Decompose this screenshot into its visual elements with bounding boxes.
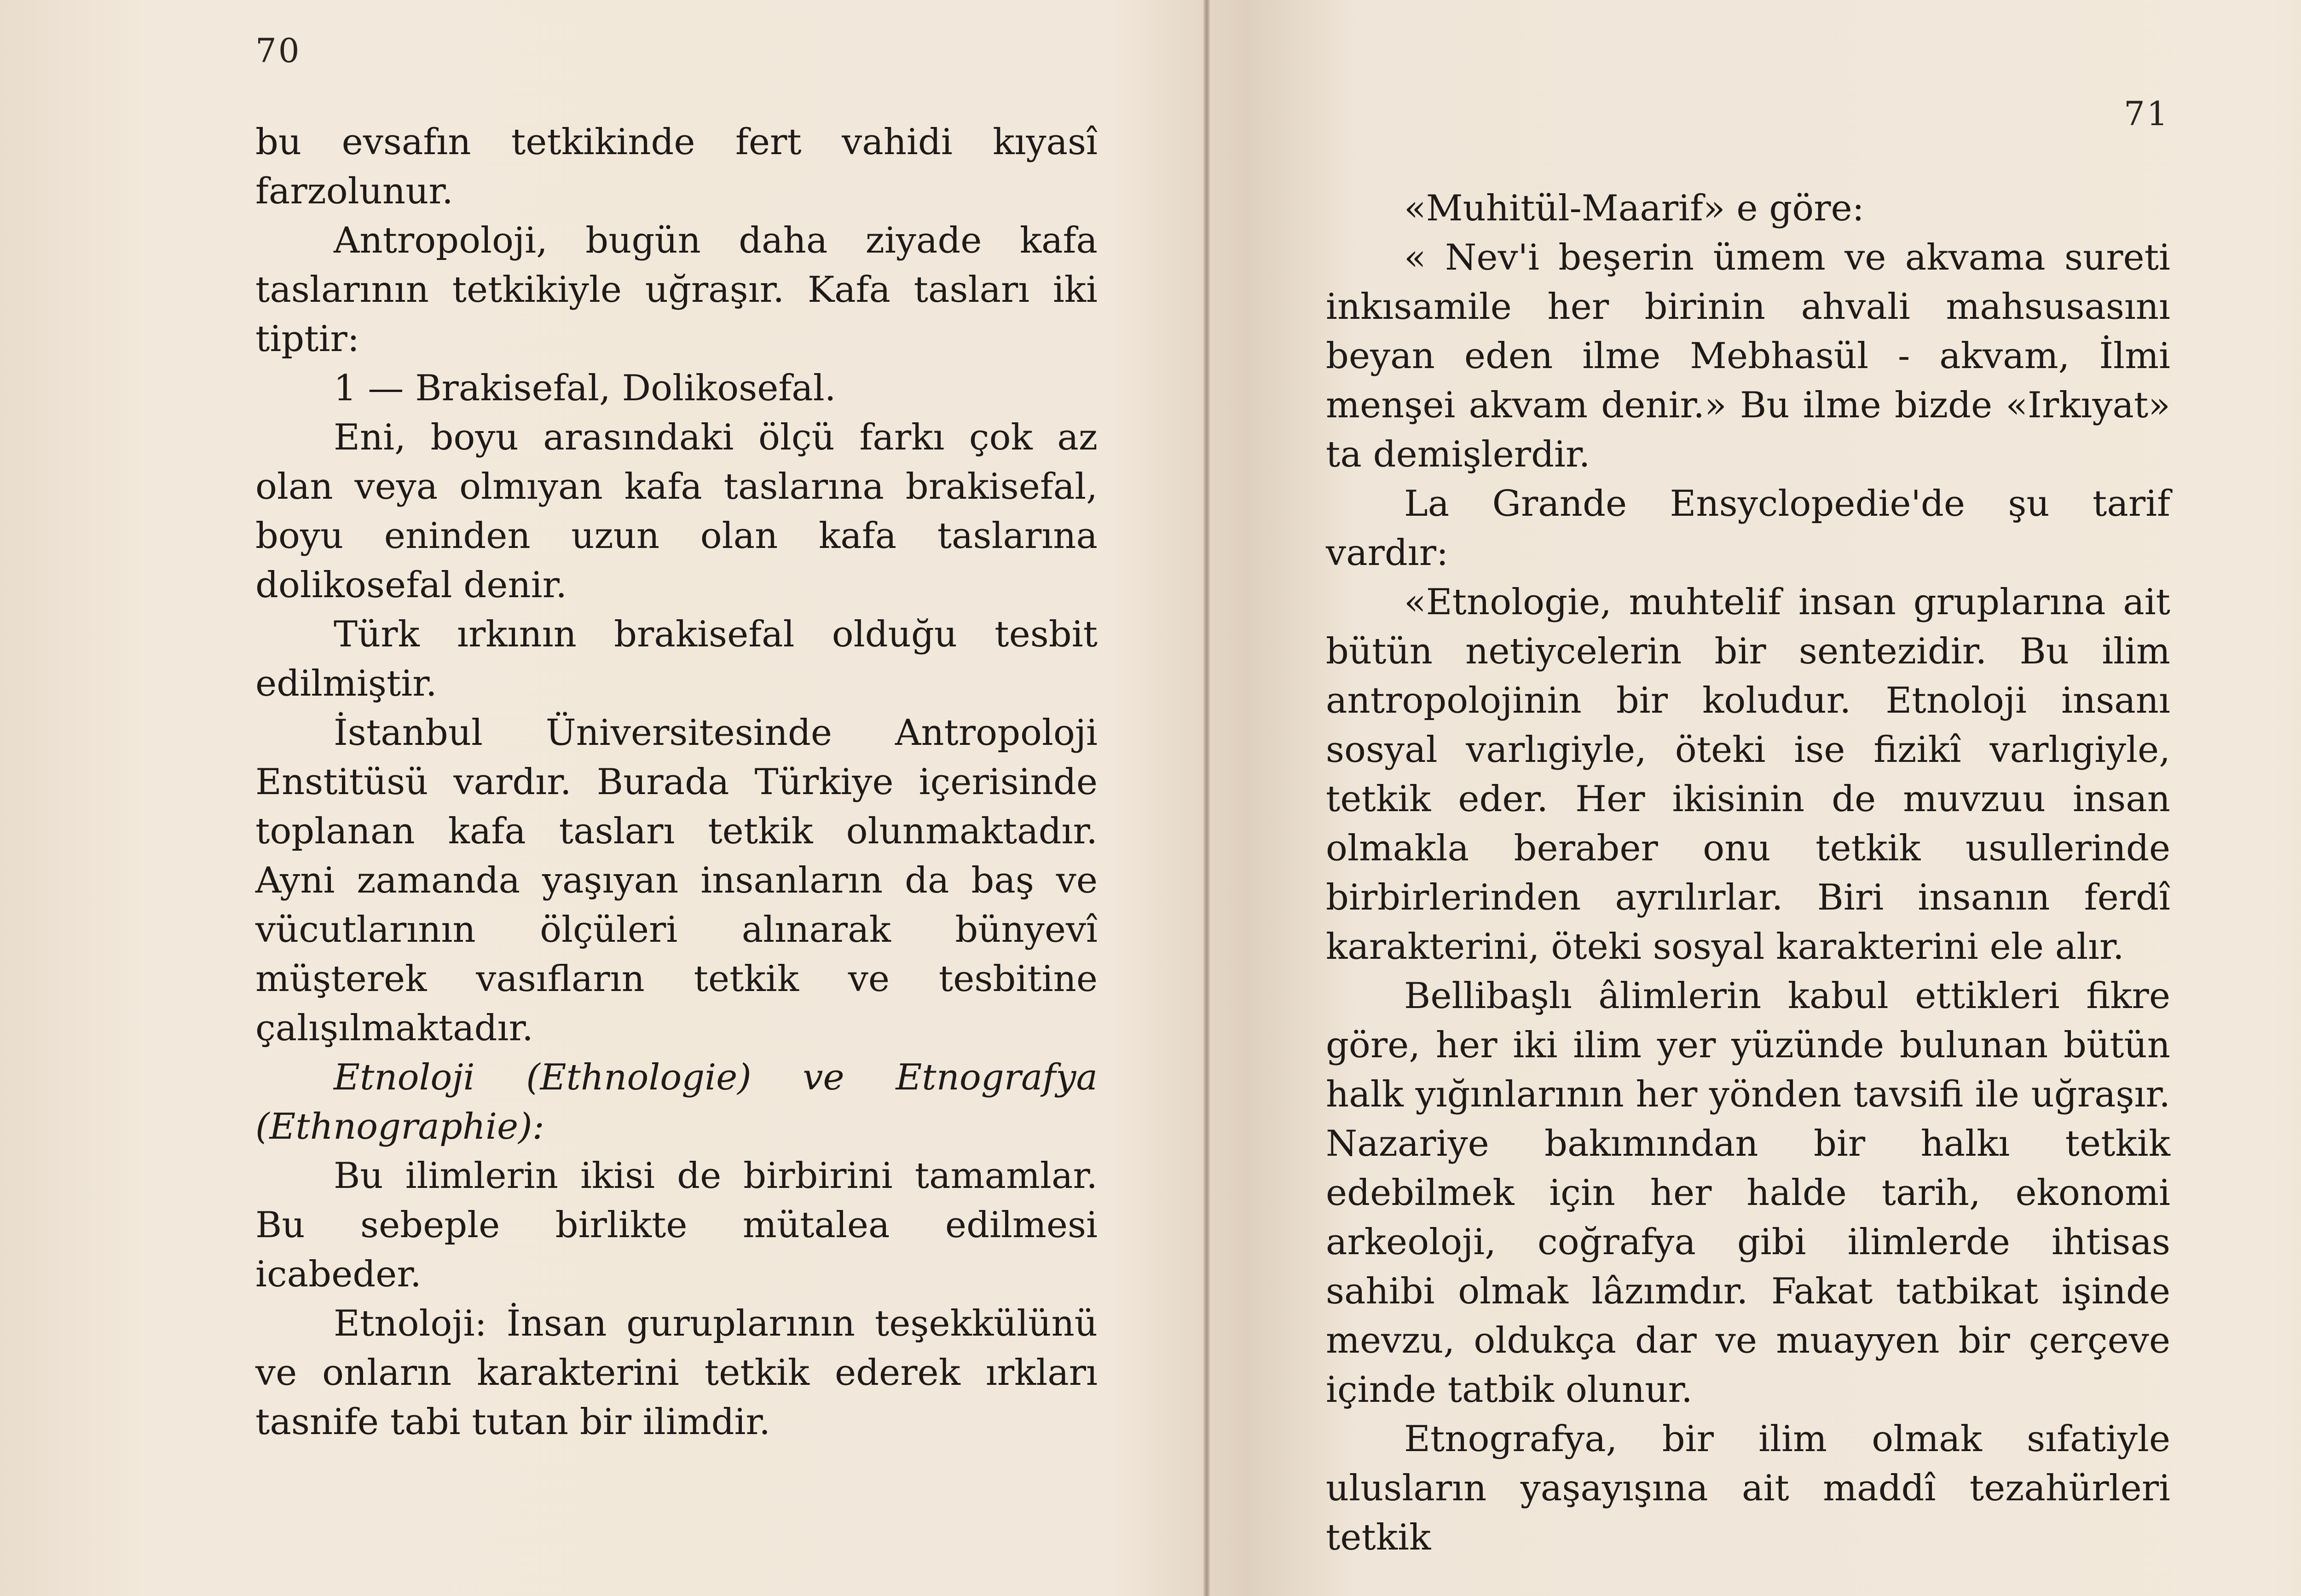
- section-heading: Etnoloji (Ethnologie) ve Etnografya (Ethnographie):: [255, 1057, 1098, 1147]
- paragraph: Türk ırkının brakisefal olduğu tesbit edilmiştir.: [255, 614, 1098, 704]
- paragraph: Eni, boyu arasındaki ölçü farkı çok az olan veya olmıyan kafa taslarına brakisefal, boyu eninden uzun olan kafa taslarına dolikosefal denir.: [255, 417, 1098, 606]
- paragraph: Bu ilimlerin ikisi de birbirini tamamlar. Bu sebeple birlikte mütalea edilmesi icabeder.: [255, 1155, 1098, 1295]
- paragraph: Etnografya, bir ilim olmak sıfatiyle ulusların yaşayışına ait maddî tezahürleri tetkik: [1326, 1418, 2170, 1558]
- paragraph: «Muhitül-Maarif» e göre:: [1404, 188, 1864, 229]
- paragraph: bu evsafın tetkikinde fert vahidi kıyasî farzolunur.: [255, 121, 1098, 212]
- paragraph: İstanbul Üniversitesinde Antropoloji Enstitüsü vardır. Burada Türkiye içerisinde toplanan kafa tasları tetkik olunmaktadır. Ayni zamanda yaşıyan insanların da baş ve vücutlarının ölçüleri alınarak bünyevî müşterek vasıfların tetkik ve tesbitine çalışılmaktadır.: [255, 712, 1098, 1049]
- paragraph: Etnoloji: İnsan guruplarının teşekkülünü ve onların karakterini tetkik ederek ırkları tasnife tabi tutan bir ilimdir.: [255, 1303, 1098, 1443]
- page-number-right: 71: [2124, 94, 2170, 133]
- paragraph: Antropoloji, bugün daha ziyade kafa taslarının tetkikiyle uğraşır. Kafa tasları iki tiptir:: [255, 220, 1098, 360]
- right-page-text: [1326, 184, 2170, 1562]
- paragraph: La Grande Ensyclopedie'de şu tarif vardır:: [1326, 483, 2170, 574]
- book-gutter: [1203, 0, 1210, 1596]
- right-page: [1210, 0, 2301, 1596]
- paragraph: Bellibaşlı âlimlerin kabul ettikleri fikre göre, her iki ilim yer yüzünde bulunan bütün halk yığınlarının her yönden tavsifi ile uğraşır. Nazariye bakımından bir halkı tetkik edebilmek için her halde tarih, ekonomi arkeoloji, coğrafya gibi ilimlerde ihtisas sahibi olmak lâzımdır. Fakat tatbikat işinde mevzu, oldukça dar ve muayyen bir çerçeve içinde tatbik olunur.: [1326, 975, 2170, 1411]
- left-page-text: [255, 118, 1098, 1447]
- paragraph: « Nev'i beşerin ümem ve akvama sureti inkısamile her birinin ahvali mahsusasını beyan eden ilme Mebhasül - akvam, İlmi menşei akvam denir.» Bu ilme bizde «Irkıyat» ta demişlerdir.: [1326, 237, 2170, 475]
- page-number-left: 70: [255, 31, 301, 70]
- paragraph: «Etnologie, muhtelif insan gruplarına ait bütün netiycelerin bir sentezidir. Bu ilim antropolojinin bir koludur. Etnoloji insanı sosyal varlıgiyle, öteki ise fizikî varlıgiyle, tetkik eder. Her ikisinin de muvzuu insan olmakla beraber onu tetkik usullerinde birbirlerinden ayrılırlar. Biri insanın ferdî karakterini, öteki sosyal karakterini ele alır.: [1326, 582, 2170, 968]
- paragraph: 1 — Brakisefal, Dolikosefal.: [334, 368, 836, 409]
